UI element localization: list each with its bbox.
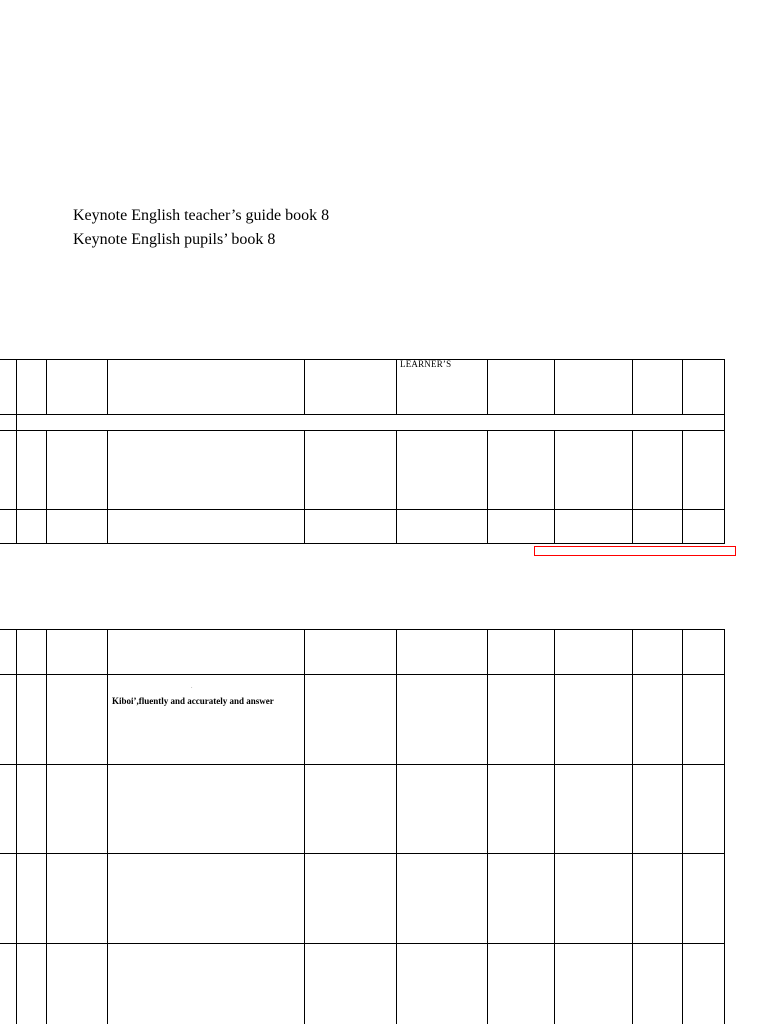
- highlight-box: [534, 546, 736, 556]
- table2-row1-text: Kiboi’,fluently and accurately and answer: [112, 696, 274, 706]
- reference-teachers-guide: Keynote English teacher’s guide book 8: [73, 207, 330, 224]
- reference-pupils-book: Keynote English pupils’ book 8: [73, 231, 276, 248]
- table2-row1-mark: .: [191, 684, 193, 690]
- table1-header-learners: LEARNER’S: [400, 359, 452, 369]
- reference-list: [73, 204, 329, 252]
